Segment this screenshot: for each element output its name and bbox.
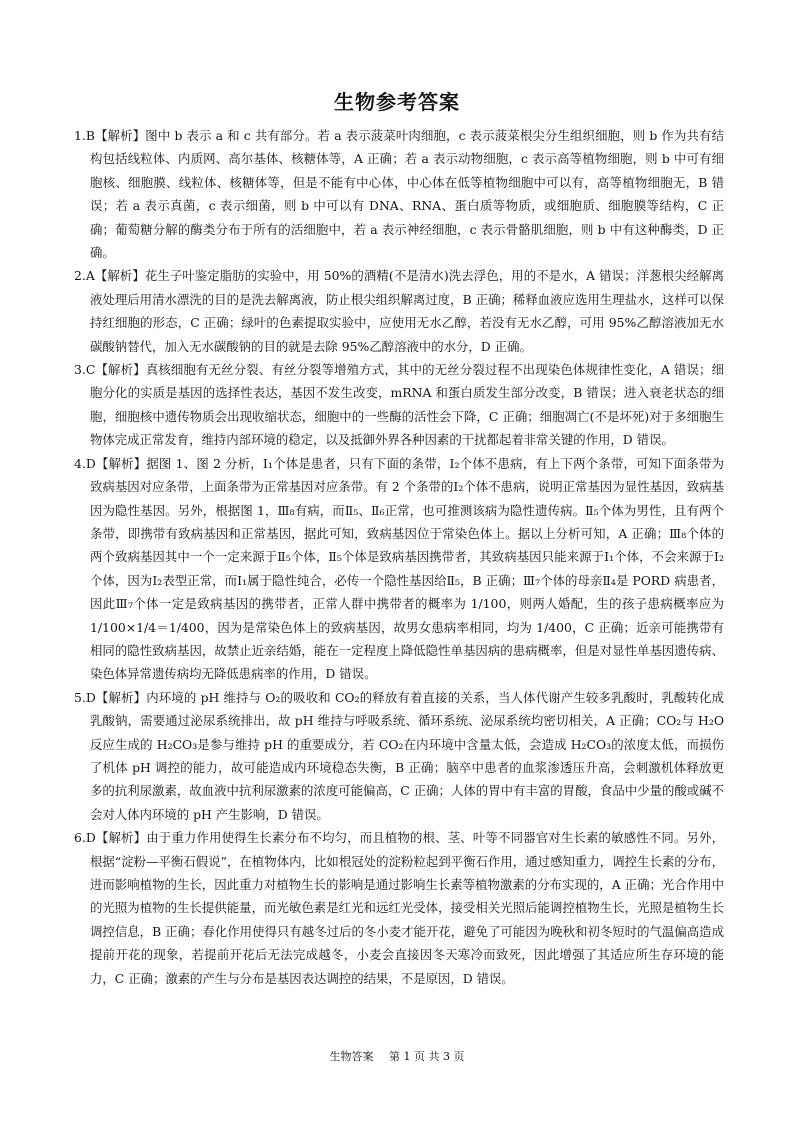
footer-page-number: 第 1 页 共 3 页	[389, 1050, 465, 1063]
answer-6: 6.D【解析】由于重力作用使得生长素分布不均匀，而且植物的根、茎、叶等不同器官对生长素的敏感性不同。另外，根据“淀粉—平衡石假说”，在植物体内，比如根冠处的淀粉粒起到平衡石作用，通过感知重力，调控生长素的分布，进而影响植物的生长，因此重力对植物生长的影响是通过影响生长素等植物激素的分布实现的，A 正确；光合作用中的光照为植物的生长提供能量，而光敏色素是红光和远红光受体，接受相关光照后能调控植物生长，光照是植物生长调控信息，B 正确；春化作用使得只有越冬过后的冬小麦才能开花，避免了可能因为晚秋和初冬短时的气温偏高造成提前开花的现象，若提前开花后无法完成越冬，小麦会直接因冬天寒冷而致死，因此增强了其适应所生存环境的能力，C 正确；激素的产生与分布是基因表达调控的结果，不是原因，D 错误。	[74, 830, 724, 986]
answer-3: 3.C【解析】真核细胞有无丝分裂、有丝分裂等增殖方式，其中的无丝分裂过程不出现染色体规律性变化，A 错误；细胞分化的实质是基因的选择性表达，基因不发生改变，mRNA 和蛋白质发生部分改变，B 错误；进入衰老状态的细胞，细胞核中遗传物质会出现收缩状态，细胞中的一些酶的活性会下降，C 正确；细胞凋亡(不是坏死)对于多细胞生物体完成正常发育，维持内部环境的稳定，以及抵御外界各种因素的干扰都起着非常关键的作用，D 错误。	[74, 362, 724, 448]
answer-5: 5.D【解析】内环境的 pH 维持与 O₂的吸收和 CO₂的释放有着直接的关系，当人体代谢产生较多乳酸时，乳酸转化成乳酸钠，需要通过泌尿系统排出，故 pH 维持与呼吸系统、循环系统、泌尿系统均密切相关，A 正确；CO₂与 H₂O 反应生成的 H₂CO₃是参与维持 pH 的重要成分，若 CO₂在内环境中含量太低，会造成 H₂CO₃的浓度太低，而损伤了机体 pH 调控的能力，故可能造成内环境稳态失衡，B 正确；脑卒中患者的血浆渗透压升高，会刺激机体释放更多的抗利尿激素，故血液中抗利尿激素的浓度可能偏高，C 正确；人体的胃中有丰富的胃酸，食品中少量的酸或碱不会对人体内环境的 pH 产生影响，D 错误。	[74, 689, 724, 822]
page-title: 生物参考答案	[334, 90, 460, 114]
answer-4: 4.D【解析】据图 1、图 2 分析，Ⅰ₁个体是患者，只有下面的条带，Ⅰ₂个体不患病，有上下两个条带，可知下面条带为致病基因对应条带，上面条带为正常基因对应条带。有 2 个条带的Ⅰ₂个体不患病，说明正常基因为显性基因，致病基因为隐性基因。另外，根据图 1，Ⅲ₈有病，而Ⅱ₅、Ⅱ₆正常，也可推测该病为隐性遗传病。Ⅱ₅个体为男性，且有两个条带，即携带有致病基因和正常基因，据此可知，致病基因位于常染色体上。据以上分析可知，A 正确；Ⅲ₈个体的两个致病基因其中一个一定来源于Ⅱ₅个体，Ⅱ₅个体是致病基因携带者，其致病基因只能来源于Ⅰ₁个体，不会来源于Ⅰ₂个体，因为Ⅰ₂表型正常，而Ⅰ₁属于隐性纯合，必传一个隐性基因给Ⅱ₅，B 正确；Ⅲ₇个体的母亲Ⅱ₄是 PORD 病患者，因此Ⅲ₇个体一定是致病基因的携带者，正常人群中携带者的概率为 1/100，则两人婚配，生的孩子患病概率应为 1/100×1/4＝1/400，因为是常染色体上的致病基因，故男女患病率相同，均为 1/400，C 正确；近亲可能携带有相同的隐性致病基因，故禁止近亲结婚，能在一定程度上降低隐性单基因病的患病概率，但是对显性单基因遗传病、染色体异常遗传病均无降低患病率的作用，D 错误。	[74, 455, 724, 682]
answer-1: 1.B【解析】图中 b 表示 a 和 c 共有部分。若 a 表示菠菜叶肉细胞，c 表示菠菜根尖分生组织细胞，则 b 作为共有结构包括线粒体、内质网、高尔基体、核糖体等，A 正确；若 a 表示动物细胞，c 表示高等植物细胞，则 b 中可有细胞核、细胞膜、线粒体、核糖体等，但是不能有中心体，中心体在低等植物细胞中可以有，高等植物细胞无，B 错误；若 a 表示真菌，c 表示细菌，则 b 中可以有 DNA、RNA、蛋白质等物质，或细胞质、细胞膜等结构，C 正确；葡萄糖分解的酶类分布于所有的活细胞中，若 a 表示神经细胞，c 表示骨骼肌细胞，则 b 中有这种酶类，D 正确。	[74, 128, 724, 261]
footer-subject: 生物答案	[329, 1050, 374, 1063]
page-footer	[0, 1048, 794, 1064]
answer-2: 2.A【解析】花生子叶鉴定脂肪的实验中，用 50%的酒精(不是清水)洗去浮色，用的不是水，A 错误；洋葱根尖经解离液处理后用清水漂洗的目的是洗去解离液，防止根尖组织解离过度，B 正确；稀释血液应选用生理盐水，这样可以保持红细胞的形态，C 正确；绿叶的色素提取实验中，应使用无水乙醇，若没有无水乙醇，可用 95%乙醇溶液加无水碳酸钠替代，加入无水碳酸钠的目的就是去除 95%乙醇溶液中的水分，D 正确。	[74, 268, 724, 354]
answer-list	[74, 124, 724, 990]
